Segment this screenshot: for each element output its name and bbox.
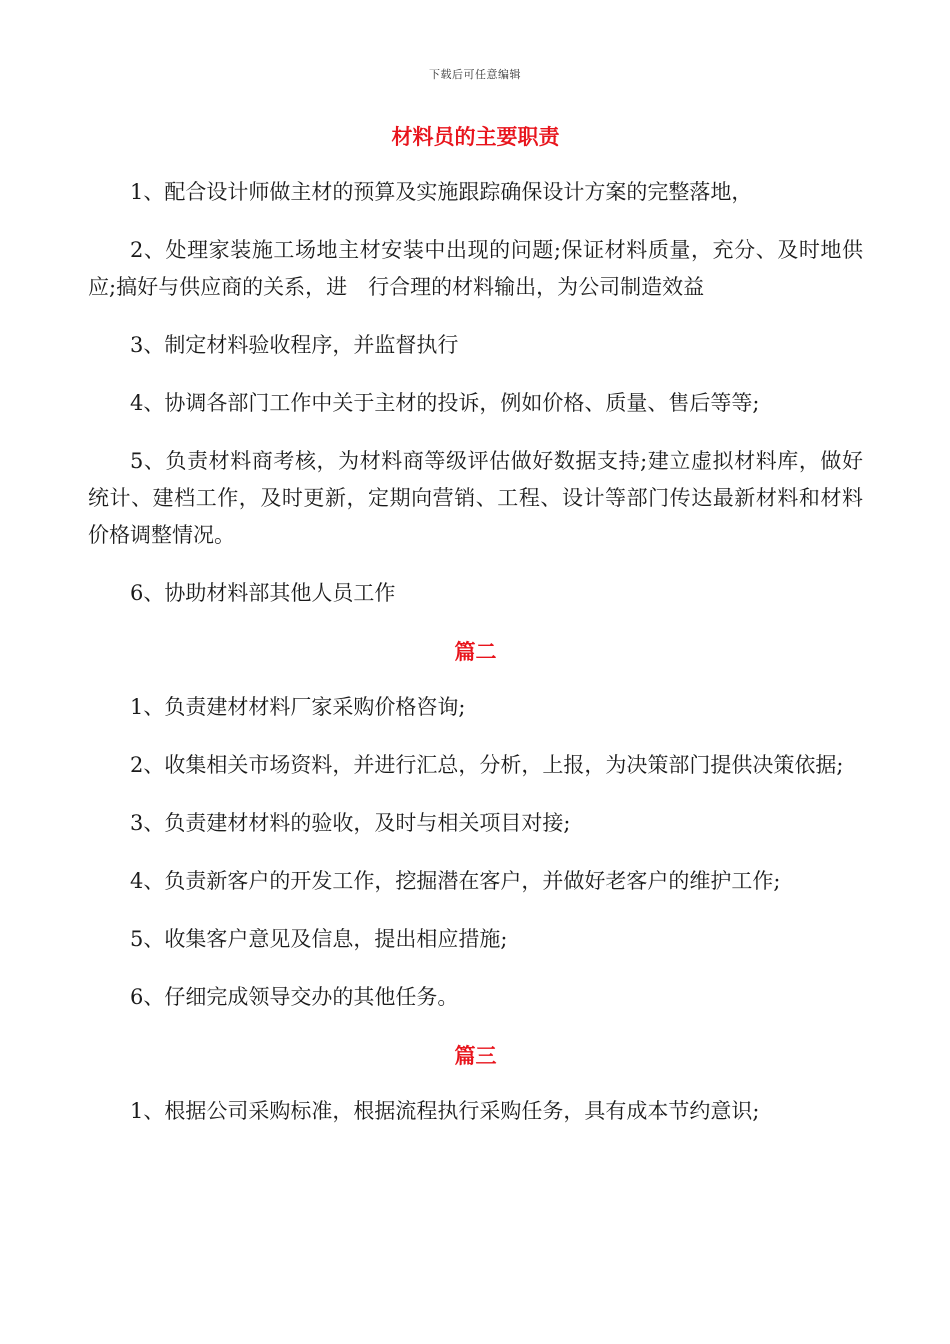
paragraph: 1、配合设计师做主材的预算及实施跟踪确保设计方案的完整落地， xyxy=(130,180,753,204)
document-body xyxy=(88,118,863,1151)
paragraph: 4、协调各部门工作中关于主材的投诉，例如价格、质量、售后等等; xyxy=(130,391,760,415)
paragraph: 1、根据公司采购标准，根据流程执行采购任务，具有成本节约意识; xyxy=(130,1099,760,1123)
document-title: 材料员的主要职责 xyxy=(391,124,560,149)
paragraph: 3、制定材料验收程序，并监督执行 xyxy=(130,333,459,357)
section-heading-2: 篇二 xyxy=(454,639,497,664)
paragraph: 6、仔细完成领导交办的其他任务。 xyxy=(130,985,459,1009)
paragraph: 3、负责建材材料的验收，及时与相关项目对接; xyxy=(130,811,571,835)
paragraph: 6、协助材料部其他人员工作 xyxy=(130,581,396,605)
paragraph: 5、负责材料商考核，为材料商等级评估做好数据支持;建立虚拟材料库，做好统计、建档工作，及时更新，定期向营销、工程、设计等部门传达最新材料和材料价格调整情况。 xyxy=(88,449,863,547)
section-heading-3: 篇三 xyxy=(454,1043,497,1068)
header-note: 下载后可任意编辑 xyxy=(429,68,521,81)
paragraph: 5、收集客户意见及信息，提出相应措施; xyxy=(130,927,508,951)
paragraph: 2、收集相关市场资料，并进行汇总，分析，上报，为决策部门提供决策依据; xyxy=(130,753,844,777)
paragraph: 2、处理家装施工场地主材安装中出现的问题;保证材料质量，充分、及时地供应;搞好与供应商的关系，进 行合理的材料输出，为公司制造效益 xyxy=(88,238,863,299)
paragraph: 1、负责建材材料厂家采购价格咨询; xyxy=(130,695,466,719)
paragraph: 4、负责新客户的开发工作，挖掘潜在客户，并做好老客户的维护工作; xyxy=(130,869,781,893)
